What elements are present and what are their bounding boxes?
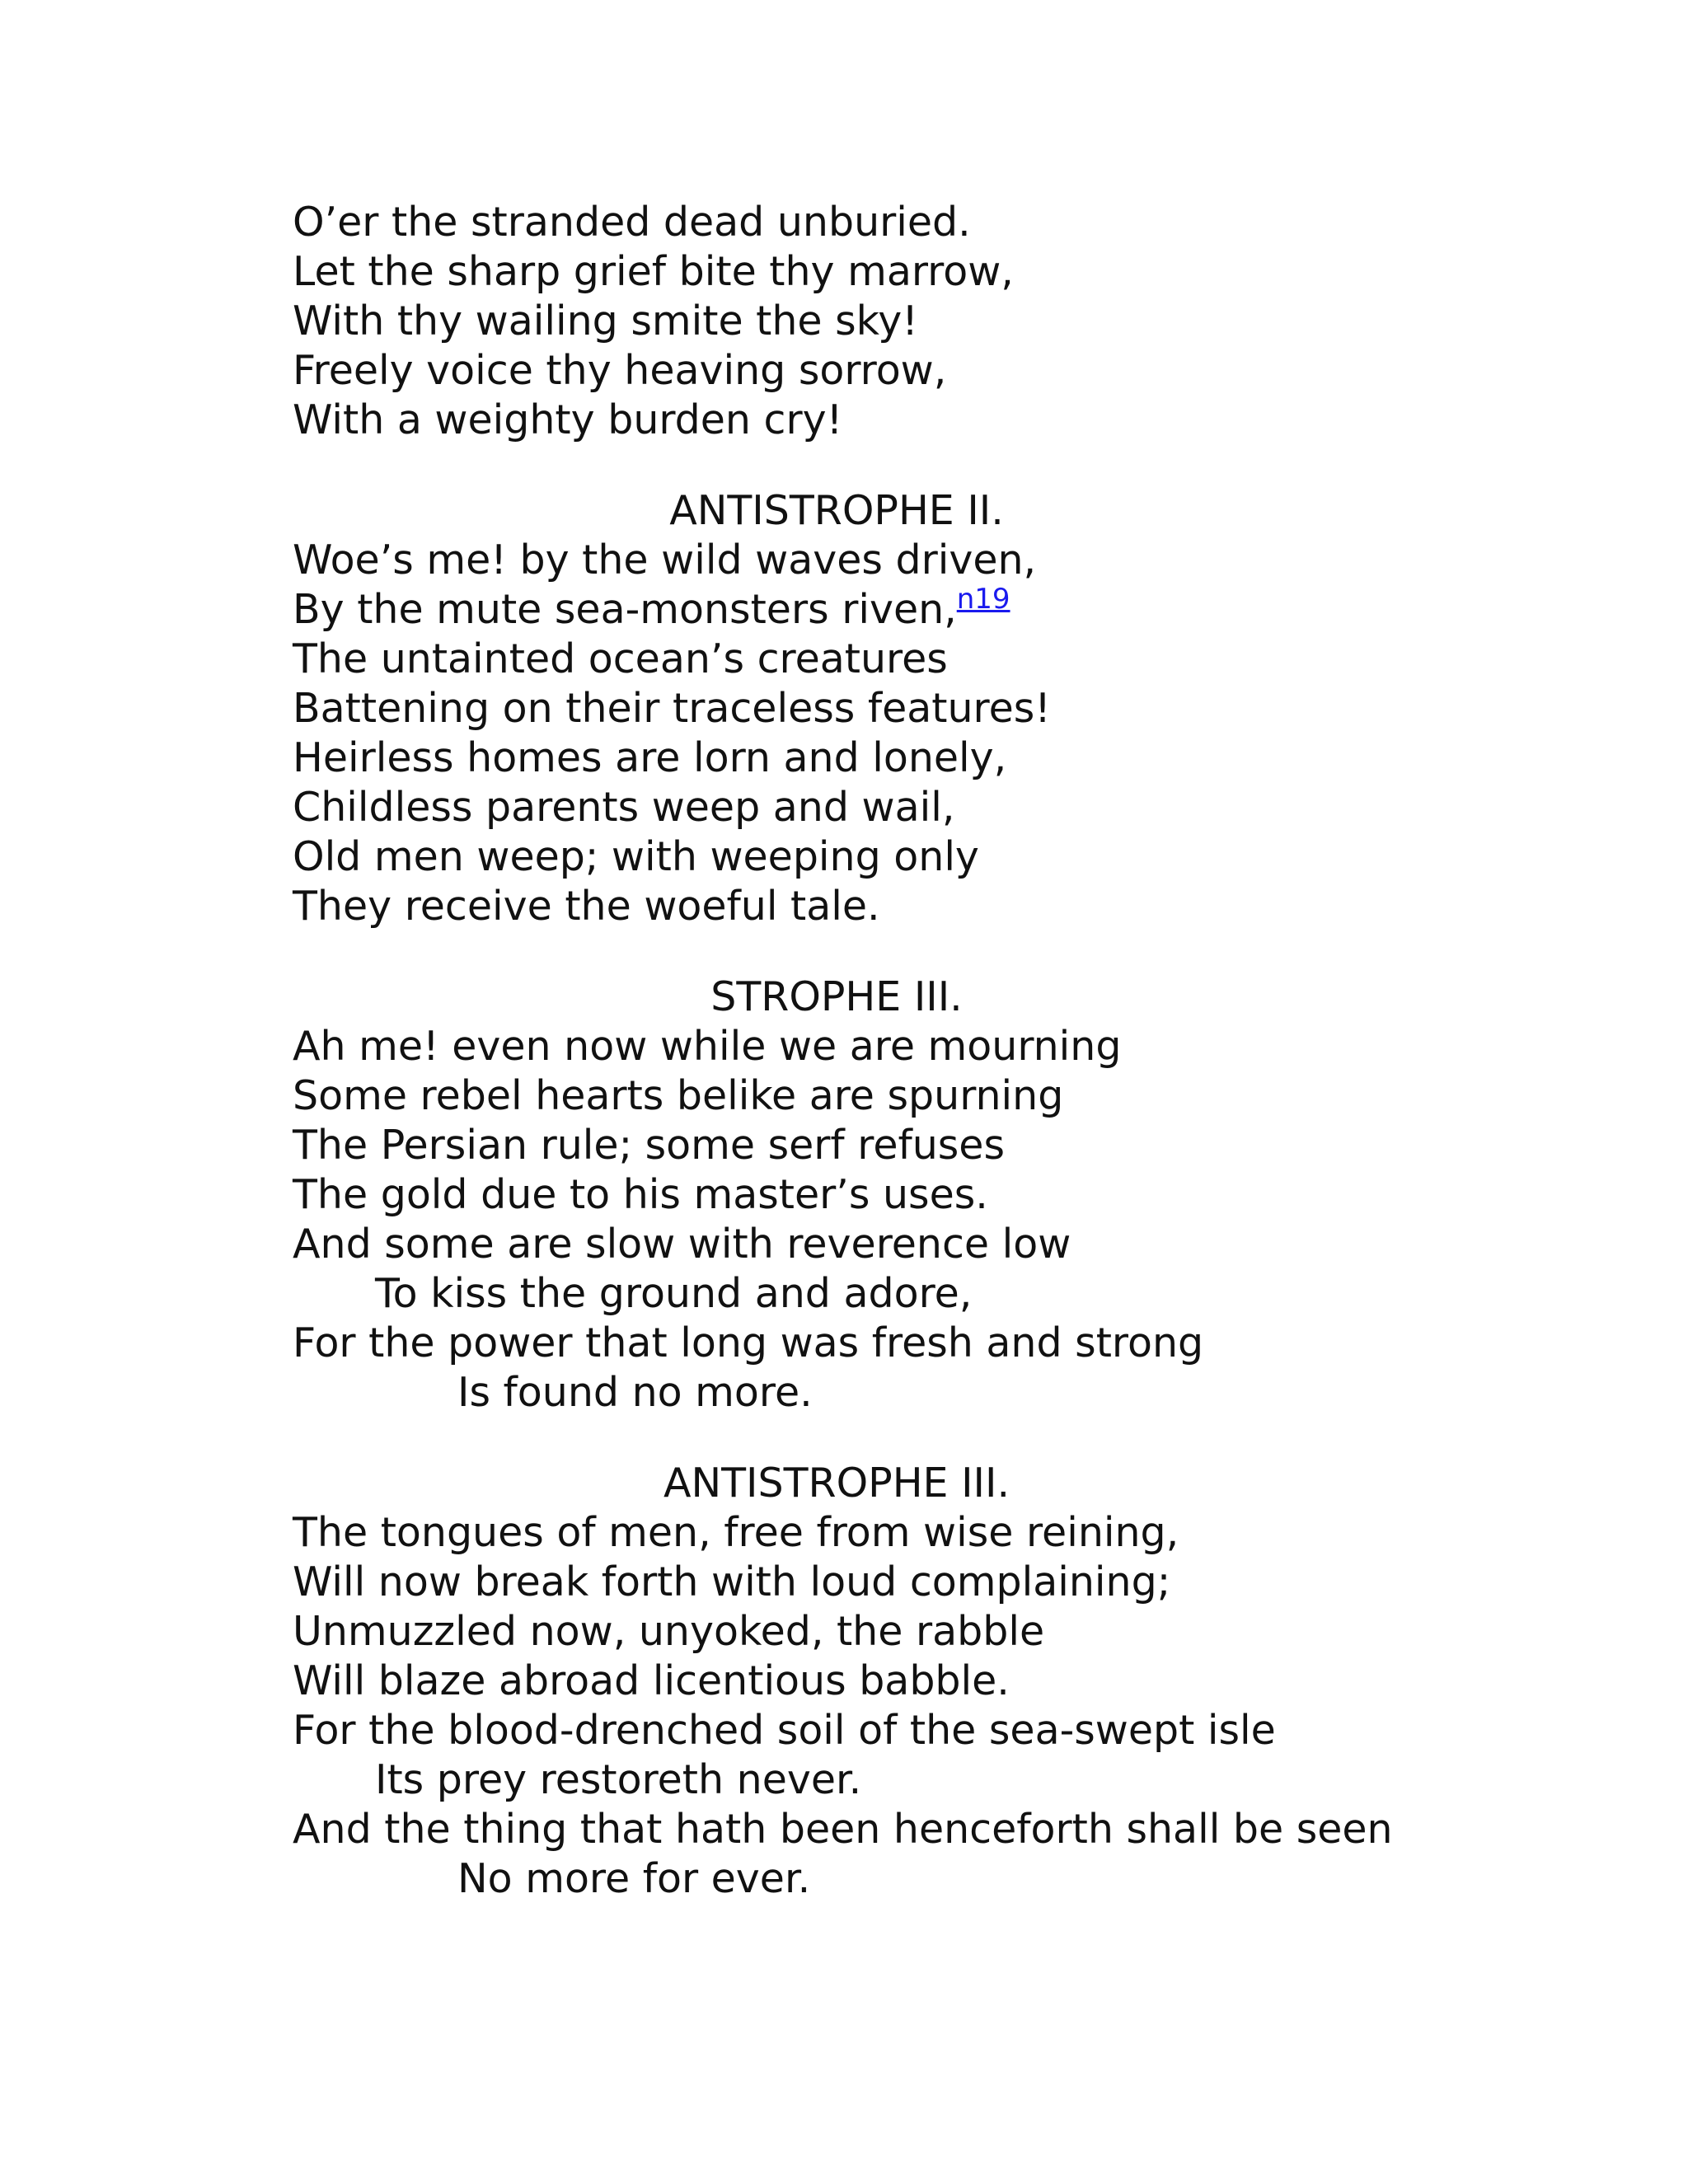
poem-page bbox=[293, 198, 1447, 1904]
verse-line: The untainted ocean’s creatures bbox=[293, 635, 948, 682]
verse-line: The Persian rule; some serf refuses bbox=[293, 1122, 1005, 1169]
verse-line: Heirless homes are lorn and lonely, bbox=[293, 734, 1007, 781]
verse-line bbox=[293, 585, 1447, 635]
section-heading: ANTISTROPHE III. bbox=[663, 1460, 1010, 1507]
verse-line: Will now break forth with loud complaining; bbox=[293, 1558, 1171, 1605]
verse-line: The gold due to his master’s uses. bbox=[293, 1171, 988, 1218]
section-heading: STROPHE III. bbox=[710, 973, 963, 1020]
footnote-link[interactable]: n19 bbox=[956, 583, 1010, 616]
verse-line: And some are slow with reverence low bbox=[293, 1221, 1071, 1268]
antistrophe-3 bbox=[293, 1459, 1447, 1904]
verse-line: Childless parents weep and wail, bbox=[293, 784, 955, 831]
verse-line: With thy wailing smite the sky! bbox=[293, 298, 918, 344]
verse-line: Some rebel hearts belike are spurning bbox=[293, 1072, 1064, 1119]
verse-line: Ah me! even now while we are mourning bbox=[293, 1023, 1122, 1070]
verse-line: Old men weep; with weeping only bbox=[293, 833, 979, 880]
verse-line: Woe’s me! by the wild waves driven, bbox=[293, 537, 1037, 583]
verse-line: Its prey restoreth never. bbox=[375, 1756, 862, 1803]
verse-line: Will blaze abroad licentious babble. bbox=[293, 1657, 1010, 1704]
verse-line: Is found no more. bbox=[457, 1369, 813, 1416]
verse-line: To kiss the ground and adore, bbox=[375, 1270, 973, 1317]
verse-line: Freely voice thy heaving sorrow, bbox=[293, 347, 947, 394]
verse-line: They receive the woeful tale. bbox=[293, 883, 880, 930]
antistrophe-2 bbox=[293, 486, 1447, 931]
verse-line: O’er the stranded dead unburied. bbox=[293, 199, 971, 246]
verse-line: With a weighty burden cry! bbox=[293, 396, 843, 443]
verse-text: By the mute sea-monsters riven, bbox=[293, 586, 957, 633]
verse-line: For the power that long was fresh and strong bbox=[293, 1319, 1204, 1366]
strophe-3 bbox=[293, 972, 1447, 1418]
verse-line: Unmuzzled now, unyoked, the rabble bbox=[293, 1608, 1045, 1655]
verse-line: The tongues of men, free from wise reining, bbox=[293, 1509, 1179, 1556]
verse-line: No more for ever. bbox=[457, 1855, 811, 1902]
verse-line: Let the sharp grief bite thy marrow, bbox=[293, 248, 1014, 295]
verse-line: And the thing that hath been henceforth shall be seen bbox=[293, 1806, 1393, 1853]
verse-line: For the blood-drenched soil of the sea-swept isle bbox=[293, 1707, 1276, 1754]
section-heading: ANTISTROPHE II. bbox=[669, 487, 1004, 534]
verse-line: Battening on their traceless features! bbox=[293, 685, 1051, 732]
stanza-end bbox=[293, 198, 1447, 445]
